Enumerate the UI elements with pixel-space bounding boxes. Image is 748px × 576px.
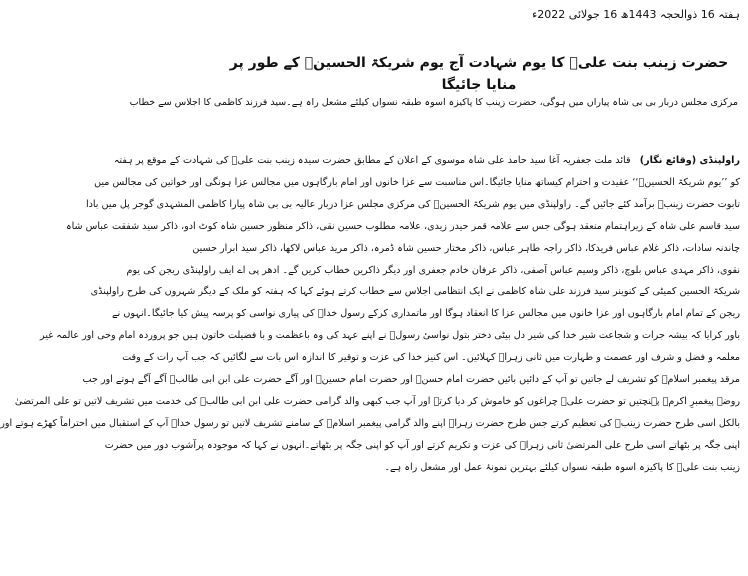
article-line: تابوت حضرت زینبؑ برآمد کئے جائیں گے۔ راولپنڈی میں یوم شریکۃ الحسینؑ کی مرکزی مجلس عزا دربار عالیہ بی بی شاہ پیارا کاظمی المشہدی گوجر پل میں بادا <box>85 198 740 210</box>
publication-date: ہفتہ 16 ذوالحجہ 1443ھ 16 جولائی 2022ء <box>532 8 740 21</box>
article-line: معلمہ و فضل و شرف اور عصمت و طہارت میں ثانی زہراؑ کہلائیں۔ اس کنیز خدا کی عزت و توقیر کا اندازہ اس بات سے لگائیں کہ جب آپ رات کے وقت <box>122 352 740 364</box>
article-text: قائد ملت جعفریہ آغا سید حامد علی شاہ موسوی کے اعلان کے مطابق حضرت سیدہ زینب بنت علیؑ کی شہادت کے موقع پر ہفتہ <box>113 155 631 166</box>
article-line: ریجن کے تمام امام بارگاہوں اور عزا خانوں میں مجالس عزا کا انعقاد ہوگا اور ماتمداری کرکے رسول خداؐ کی پیاری نواسی کو پرسہ پیش کیا جائیگا۔انہوں نے <box>111 308 740 320</box>
dateline: راولپنڈی (وقائع نگار) <box>639 155 740 166</box>
article-line: مرقد پیغمبر اسلامؐ کو تشریف لے جاتیں تو آپ کے دائیں بائیں حضرت امام حسنؑ اور حضرت امام حسینؑ اور آگے حضرت علی ابن ابی طالبؑ آگے آگے ہوتے اور جب <box>82 374 740 386</box>
article-line: نقوی، ذاکر مہدی عباس بلوچ، ذاکر وسیم عباس آصفی، ذاکر عرفان خادم جعفری اور دیگر ذاکرین خطاب کریں گے۔ ادھر پی اے ایف راولپنڈی ریجن کی یوم <box>126 264 740 276</box>
article-line: زینب بنت علیؑ کا پاکیزہ اسوہ طبقہ نسواں کیلئے بہترین نمونۂ عمل اور مشعل راہ ہے۔ <box>384 461 740 473</box>
headline: حضرت زینب بنت علیؑ کا یوم شہادت آج یوم شریکۃ الحسینؑ کے طور پر منایا جائیگا <box>229 55 729 93</box>
subheadline <box>129 95 738 110</box>
article-body <box>0 150 740 479</box>
article-line: باور کرایا کہ بیشہ جرات و شجاعت شیر خدا کی شیر دل بیٹی دختر بتول نواسیٔ رسولؐ نے اپنے عہد کی وہ باعظمت و با فضیلت خاتون ہیں جو پروردہ امام وحی اور عالمہ غیر <box>40 330 740 342</box>
article-line: شریکۃ الحسین کمیٹی کے کنوینر سید فرزند علی شاہ کاظمی نے ایک انتظامی اجلاس سے خطاب کرتے ہوئے کہا کہ ہفتہ کو ملک کے دیگر شہروں کی طرح راولپنڈی <box>90 286 740 298</box>
article-line <box>113 150 740 172</box>
article-line: کو ’’یوم شریکۃ الحسینؑ‘‘ عقیدت و احترام کیساتھ منایا جائیگا۔اس مناسبت سے عزا خانوں اور امام بارگاہوں میں مجالس عزا ہونگی اور خواتین کی مجالس میں <box>94 176 740 188</box>
article-line: چاندنہ سادات، ذاکر غلام عباس فریدکا، ذاکر راجہ طاہر عباس، ذاکر مختار حسین شاہ ڈمرہ، ذاکر مرید عباس لاکھا، ذاکر سید ابرار حسین <box>192 242 740 254</box>
subheadline-line: مرکزی مجلس دربار بی بی شاہ پیاراں میں ہوگی، حضرت زینب کا پاکیزہ اسوہ طبقہ نسواں کیلئے مشعل راہ ہے۔سید فرزند کاظمی کا اجلاس سے خطاب <box>129 97 738 108</box>
article-line: اپنی جگہ پر بٹھاتے اسی طرح علی المرتضیٰ ثانی زہراؑ کی عزت و تکریم کرتے اور آپ کو اپنی جگہ پر بٹھاتے۔انہوں نے کہا کہ موجودہ پرآشوب دور میں حضرت <box>104 439 740 451</box>
article-line: بالکل اسی طرح حضرت زینبؑ کی تعظیم کرتے جس طرح حضرت زہراؑ اپنے والد گرامی پیغمبر اسلامؐ کے سامنے تشریف لاتیں تو رسول خداؐ آپ کے استقبال میں احتراماً کھڑے ہوتے اور <box>0 417 740 429</box>
article-line: روضہ پیغمبرِ اکرمؐ پہنچتیں تو حضرت علیؑ چراغوں کو خاموش کر دیا کرتے اور آپ جب کبھی والد گرامی حضرت علی ابن ابی طالبؑ کی خدمت میں تشریف لاتیں تو علی المرتضیٰ <box>14 395 740 407</box>
article-line: سید قاسم علی شاہ کے زیراہتمام منعقد ہوگی جس سے علامہ قمر حیدر زیدی، علامہ مطلوب حسین نقی، ذاکر منظور حسین شاہ کوٹ ادو، ذاکر سید شفقت عباس شاہ <box>66 220 740 232</box>
